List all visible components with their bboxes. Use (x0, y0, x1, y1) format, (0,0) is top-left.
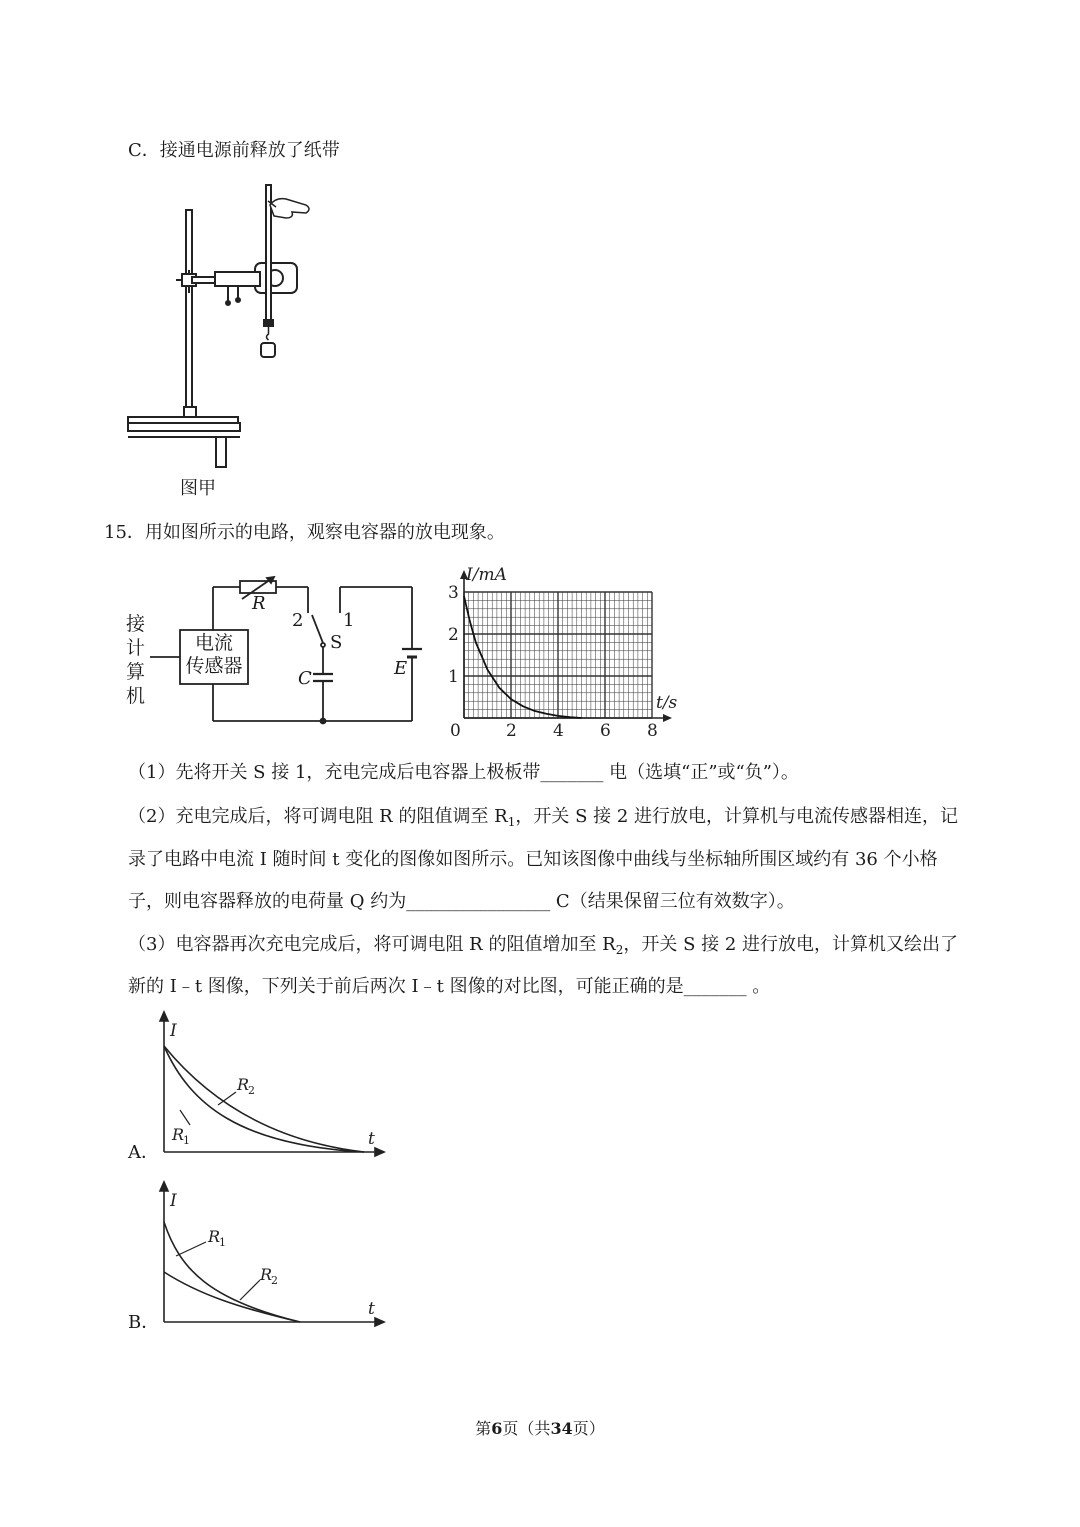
label-R: R (252, 593, 266, 614)
part-2-text-b: ，开关 S 接 2 进行放电，计算机与电流传感器相连，记 (515, 806, 959, 827)
subscript-1: 1 (507, 815, 516, 829)
page-footer (0, 1416, 1080, 1439)
side-char: 算 (126, 661, 146, 683)
current-time-chart (438, 562, 688, 744)
label-R2-sub: 2 (271, 1274, 278, 1287)
x-tick-label: 4 (553, 721, 564, 741)
sensor-label-line2: 传感器 (185, 655, 243, 677)
figure-jia-caption: 图甲 (180, 478, 216, 499)
option-b-graph (150, 1180, 390, 1335)
axis-label-I: I (170, 1021, 177, 1041)
part-1-text: （1）先将开关 S 接 1，充电完成后电容器上极板带_______ 电（选填“正”或“负”）。 (128, 762, 799, 783)
circuit-side-text (126, 612, 150, 708)
side-char: 接 (126, 613, 146, 635)
part-2-line3: 子，则电容器释放的电荷量 Q 约为________________ C（结果保留三位有效数字）。 (128, 891, 795, 912)
sensor-label-line1: 电流 (194, 632, 233, 654)
footer-text-a: 第 (475, 1419, 492, 1438)
label-S: S (330, 632, 343, 653)
side-char: 机 (126, 685, 146, 707)
part-3-text-a: （3）电容器再次充电完成后，将可调电阻 R 的阻值增加至 R (128, 934, 616, 955)
y-tick-label: 3 (448, 583, 459, 603)
footer-total-pages: 34 (550, 1419, 573, 1438)
option-a-graph (150, 1010, 390, 1165)
subscript-2: 2 (615, 943, 624, 957)
option-c-text: C．接通电源前释放了纸带 (128, 140, 340, 161)
y-axis-label: I/mA (466, 565, 507, 585)
label-C: C (298, 668, 312, 689)
label-R2: R (260, 1265, 273, 1284)
curve-R2 (164, 1046, 364, 1152)
switch-S (312, 615, 323, 643)
x-tick-label: 0 (450, 721, 461, 741)
footer-text-c: 页） (572, 1419, 605, 1438)
label-R2: R (237, 1075, 250, 1094)
label-E: E (394, 658, 408, 679)
y-tick-label: 1 (448, 667, 459, 687)
part-3-line1 (128, 932, 958, 963)
curve-R1 (164, 1222, 300, 1322)
part-2-text-a: （2）充电完成后，将可调电阻 R 的阻值调至 R (128, 806, 508, 827)
x-tick-label: 8 (647, 721, 658, 741)
label-R1: R (172, 1125, 185, 1144)
current-sensor-label (184, 632, 244, 678)
x-axis-arrow (663, 714, 672, 722)
question-15-stem (104, 520, 505, 546)
part-2-line1 (128, 804, 958, 835)
question-number: 15． (104, 522, 145, 543)
side-char: 计 (126, 637, 146, 659)
x-tick-label: 6 (600, 721, 611, 741)
apparatus-figure (120, 175, 320, 505)
part-3-text-b: ，开关 S 接 2 进行放电，计算机又绘出了 (623, 934, 959, 955)
label-R2-sub: 2 (248, 1084, 255, 1097)
axis-label-t: t (368, 1129, 375, 1149)
label-pos1: 1 (343, 610, 355, 631)
part-2-line2: 录了电路中电流 I 随时间 t 变化的图像如图所示。已知该图像中曲线与坐标轴所围区域约有 36 个小格 (128, 849, 938, 870)
footer-page-number: 6 (491, 1419, 503, 1438)
label-R1-sub: 1 (219, 1236, 226, 1249)
axis-label-I: I (170, 1191, 177, 1211)
label-pos2: 2 (292, 610, 304, 631)
x-axis-label: t/s (656, 693, 678, 713)
x-tick-label: 2 (506, 721, 517, 741)
part-3-line2: 新的 I﹣t 图像，下列关于前后两次 I﹣t 图像的对比图，可能正确的是_______ 。 (128, 976, 771, 997)
option-a-label: A． (128, 1142, 159, 1163)
label-R1: R (208, 1227, 221, 1246)
question-stem: 用如图所示的电路，观察电容器的放电现象。 (144, 522, 505, 543)
discharge-curve (464, 596, 582, 718)
footer-text-b: 页（共 (502, 1419, 551, 1438)
curve-R1 (164, 1046, 364, 1152)
y-tick-label: 2 (448, 625, 459, 645)
axis-label-t: t (368, 1299, 375, 1319)
option-b-label: B． (128, 1312, 160, 1333)
curve-R2 (164, 1272, 300, 1322)
label-R1-sub: 1 (183, 1134, 190, 1147)
